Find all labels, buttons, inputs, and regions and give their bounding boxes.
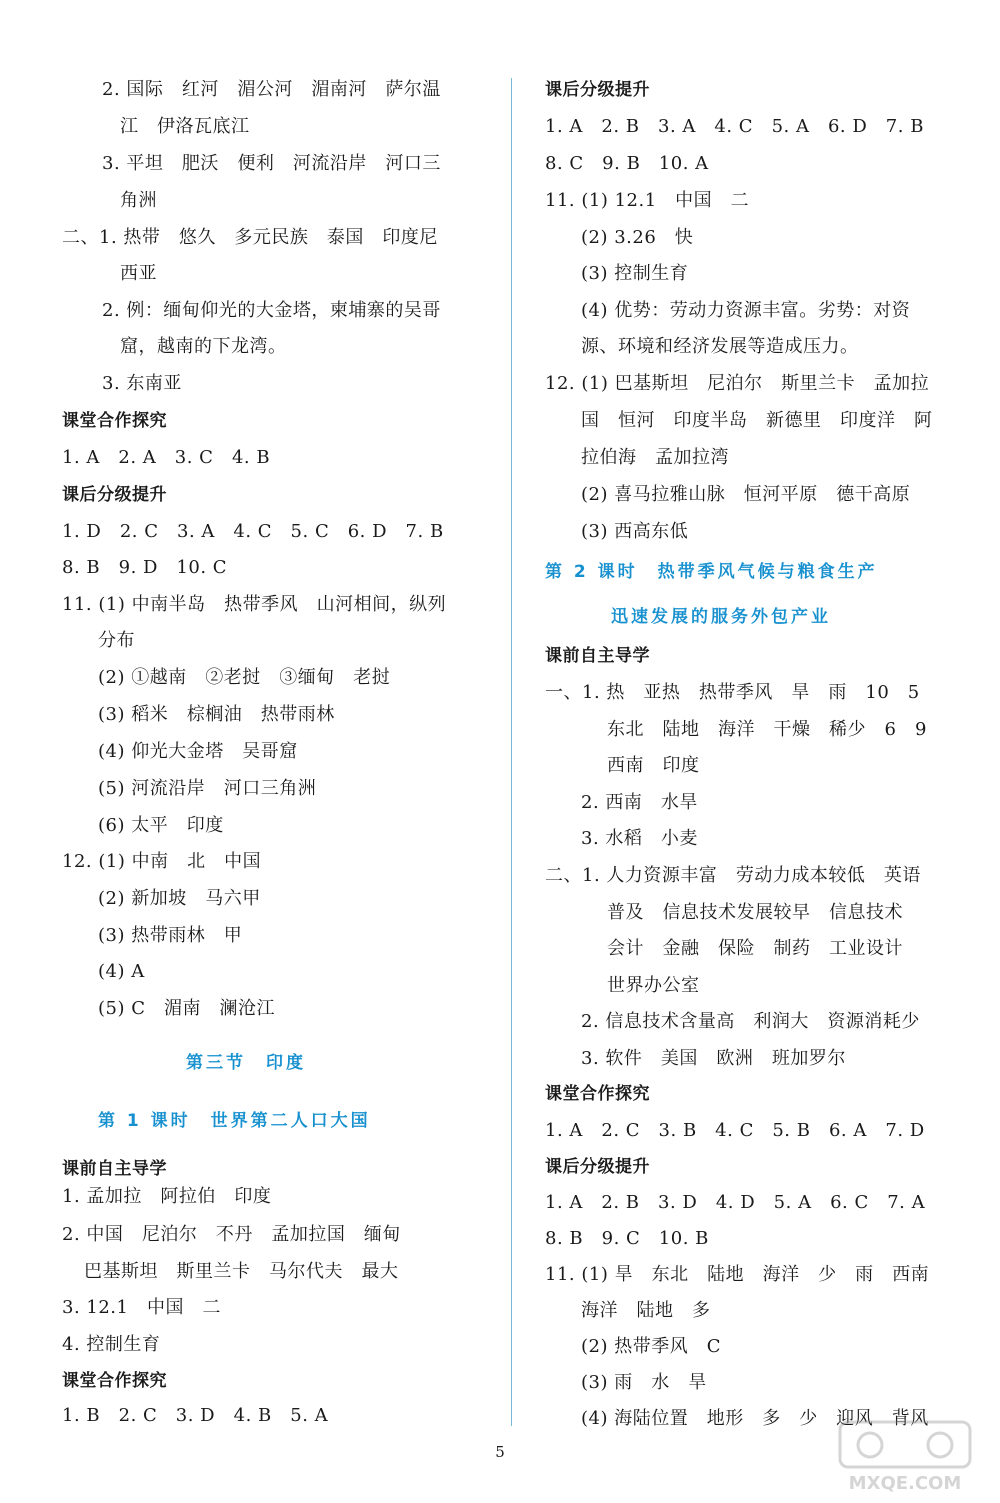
- left-line: 课后分级提升: [62, 485, 167, 505]
- left-line: 3. 平坦 肥沃 便利 河流沿岸 河口三: [102, 153, 441, 174]
- right-line: 3. 软件 美国 欧洲 班加罗尔: [581, 1048, 846, 1069]
- left-line: 1. B 2. C 3. D 4. B 5. A: [62, 1405, 329, 1426]
- left-line: 分布: [98, 630, 135, 651]
- left-line: 巴基斯坦 斯里兰卡 马尔代夫 最大: [84, 1261, 399, 1282]
- right-line: (2) 3.26 快: [581, 227, 694, 248]
- watermark-text: MXQE.COM: [848, 1473, 962, 1494]
- left-line: (3) 热带雨林 甲: [98, 925, 243, 946]
- right-line: 课堂合作探究: [545, 1084, 650, 1104]
- left-line: 窟，越南的下龙湾。: [120, 336, 287, 357]
- left-line: (3) 稻米 棕榈油 热带雨林: [98, 704, 335, 725]
- left-line: 课前自主导学: [62, 1159, 167, 1179]
- left-line: 角洲: [120, 190, 157, 211]
- left-line: 12. (1) 中南 北 中国: [62, 851, 262, 872]
- right-line: 世界办公室: [607, 975, 700, 996]
- right-line: (3) 控制生育: [581, 263, 689, 284]
- right-line: 西南 印度: [607, 755, 700, 776]
- right-line: 2. 西南 水旱: [581, 792, 698, 813]
- left-line: (4) 仰光大金塔 吴哥窟: [98, 741, 298, 762]
- left-line: (4) A: [98, 961, 145, 982]
- left-line: (5) C 湄南 澜沧江: [98, 998, 275, 1019]
- column-divider: [511, 78, 512, 1426]
- left-line: 江 伊洛瓦底江: [120, 116, 250, 137]
- left-line: (5) 河流沿岸 河口三角洲: [98, 778, 317, 799]
- left-line: 3. 12.1 中国 二: [62, 1297, 221, 1318]
- left-line: 3. 东南亚: [102, 373, 182, 394]
- left-line: 西亚: [120, 263, 157, 284]
- right-line: 课前自主导学: [545, 646, 650, 666]
- right-line: 3. 水稻 小麦: [581, 828, 698, 849]
- right-line: 1. A 2. B 3. D 4. D 5. A 6. C 7. A: [545, 1192, 926, 1213]
- right-line: 8. C 9. B 10. A: [545, 153, 709, 174]
- right-line: (3) 雨 水 旱: [581, 1372, 707, 1393]
- right-line: 海洋 陆地 多: [581, 1300, 711, 1321]
- left-line: (6) 太平 印度: [98, 815, 224, 836]
- watermark-logo: [830, 1417, 980, 1497]
- left-line: 1. 孟加拉 阿拉伯 印度: [62, 1186, 272, 1207]
- right-line: 11. (1) 12.1 中国 二: [545, 190, 750, 211]
- left-line: 2. 国际 红河 湄公河 湄南河 萨尔温: [102, 79, 441, 100]
- right-line: (2) 热带季风 C: [581, 1336, 721, 1357]
- left-line: 4. 控制生育: [62, 1334, 161, 1355]
- left-line: 1. D 2. C 3. A 4. C 5. C 6. D 7. B: [62, 521, 444, 542]
- left-line: (2) ①越南 ②老挝 ③缅甸 老挝: [98, 667, 391, 688]
- right-line: (4) 优势：劳动力资源丰富。劣势：对资: [581, 300, 911, 321]
- right-line: 课后分级提升: [545, 1157, 650, 1177]
- right-line: (3) 西高东低: [581, 521, 689, 542]
- right-line: 8. B 9. C 10. B: [545, 1228, 709, 1249]
- page-number: 5: [495, 1443, 505, 1461]
- right-line: 12. (1) 巴基斯坦 尼泊尔 斯里兰卡 孟加拉: [545, 373, 930, 394]
- right-line: 迅速发展的服务外包产业: [611, 607, 831, 627]
- right-line: 1. A 2. B 3. A 4. C 5. A 6. D 7. B: [545, 116, 924, 137]
- right-line: 国 恒河 印度半岛 新德里 印度洋 阿: [581, 410, 933, 431]
- right-line: 会计 金融 保险 制药 工业设计: [607, 938, 903, 959]
- right-line: 东北 陆地 海洋 干燥 稀少 6 9: [607, 719, 927, 740]
- left-line: 第三节 印度: [186, 1053, 306, 1073]
- right-line: 1. A 2. C 3. B 4. C 5. B 6. A 7. D: [545, 1120, 925, 1141]
- left-line: 1. A 2. A 3. C 4. B: [62, 447, 271, 468]
- right-line: 二、1. 人力资源丰富 劳动力成本较低 英语: [545, 865, 921, 886]
- left-line: 11. (1) 中南半岛 热带季风 山河相间，纵列: [62, 594, 447, 615]
- left-line: 课堂合作探究: [62, 1371, 167, 1391]
- right-line: (4) 海陆位置 地形 多 少 迎风 背风: [581, 1408, 929, 1429]
- right-line: 源、环境和经济发展等造成压力。: [581, 336, 859, 357]
- left-line: 2. 例：缅甸仰光的大金塔，柬埔寨的吴哥: [102, 300, 441, 321]
- right-line: 课后分级提升: [545, 80, 650, 100]
- left-line: 2. 中国 尼泊尔 不丹 孟加拉国 缅甸: [62, 1224, 401, 1245]
- right-line: 拉伯海 孟加拉湾: [581, 447, 729, 468]
- left-line: 第 1 课时 世界第二人口大国: [98, 1111, 371, 1131]
- left-line: 课堂合作探究: [62, 411, 167, 431]
- right-line: (2) 喜马拉雅山脉 恒河平原 德干高原: [581, 484, 911, 505]
- right-line: 普及 信息技术发展较早 信息技术: [607, 902, 903, 923]
- left-line: 8. B 9. D 10. C: [62, 557, 228, 578]
- right-line: 2. 信息技术含量高 利润大 资源消耗少: [581, 1011, 920, 1032]
- left-line: (2) 新加坡 马六甲: [98, 888, 261, 909]
- right-line: 一、1. 热 亚热 热带季风 旱 雨 10 5: [545, 682, 920, 703]
- right-line: 11. (1) 旱 东北 陆地 海洋 少 雨 西南: [545, 1264, 930, 1285]
- left-line: 二、1. 热带 悠久 多元民族 泰国 印度尼: [62, 227, 438, 248]
- right-line: 第 2 课时 热带季风气候与粮食生产: [545, 562, 878, 582]
